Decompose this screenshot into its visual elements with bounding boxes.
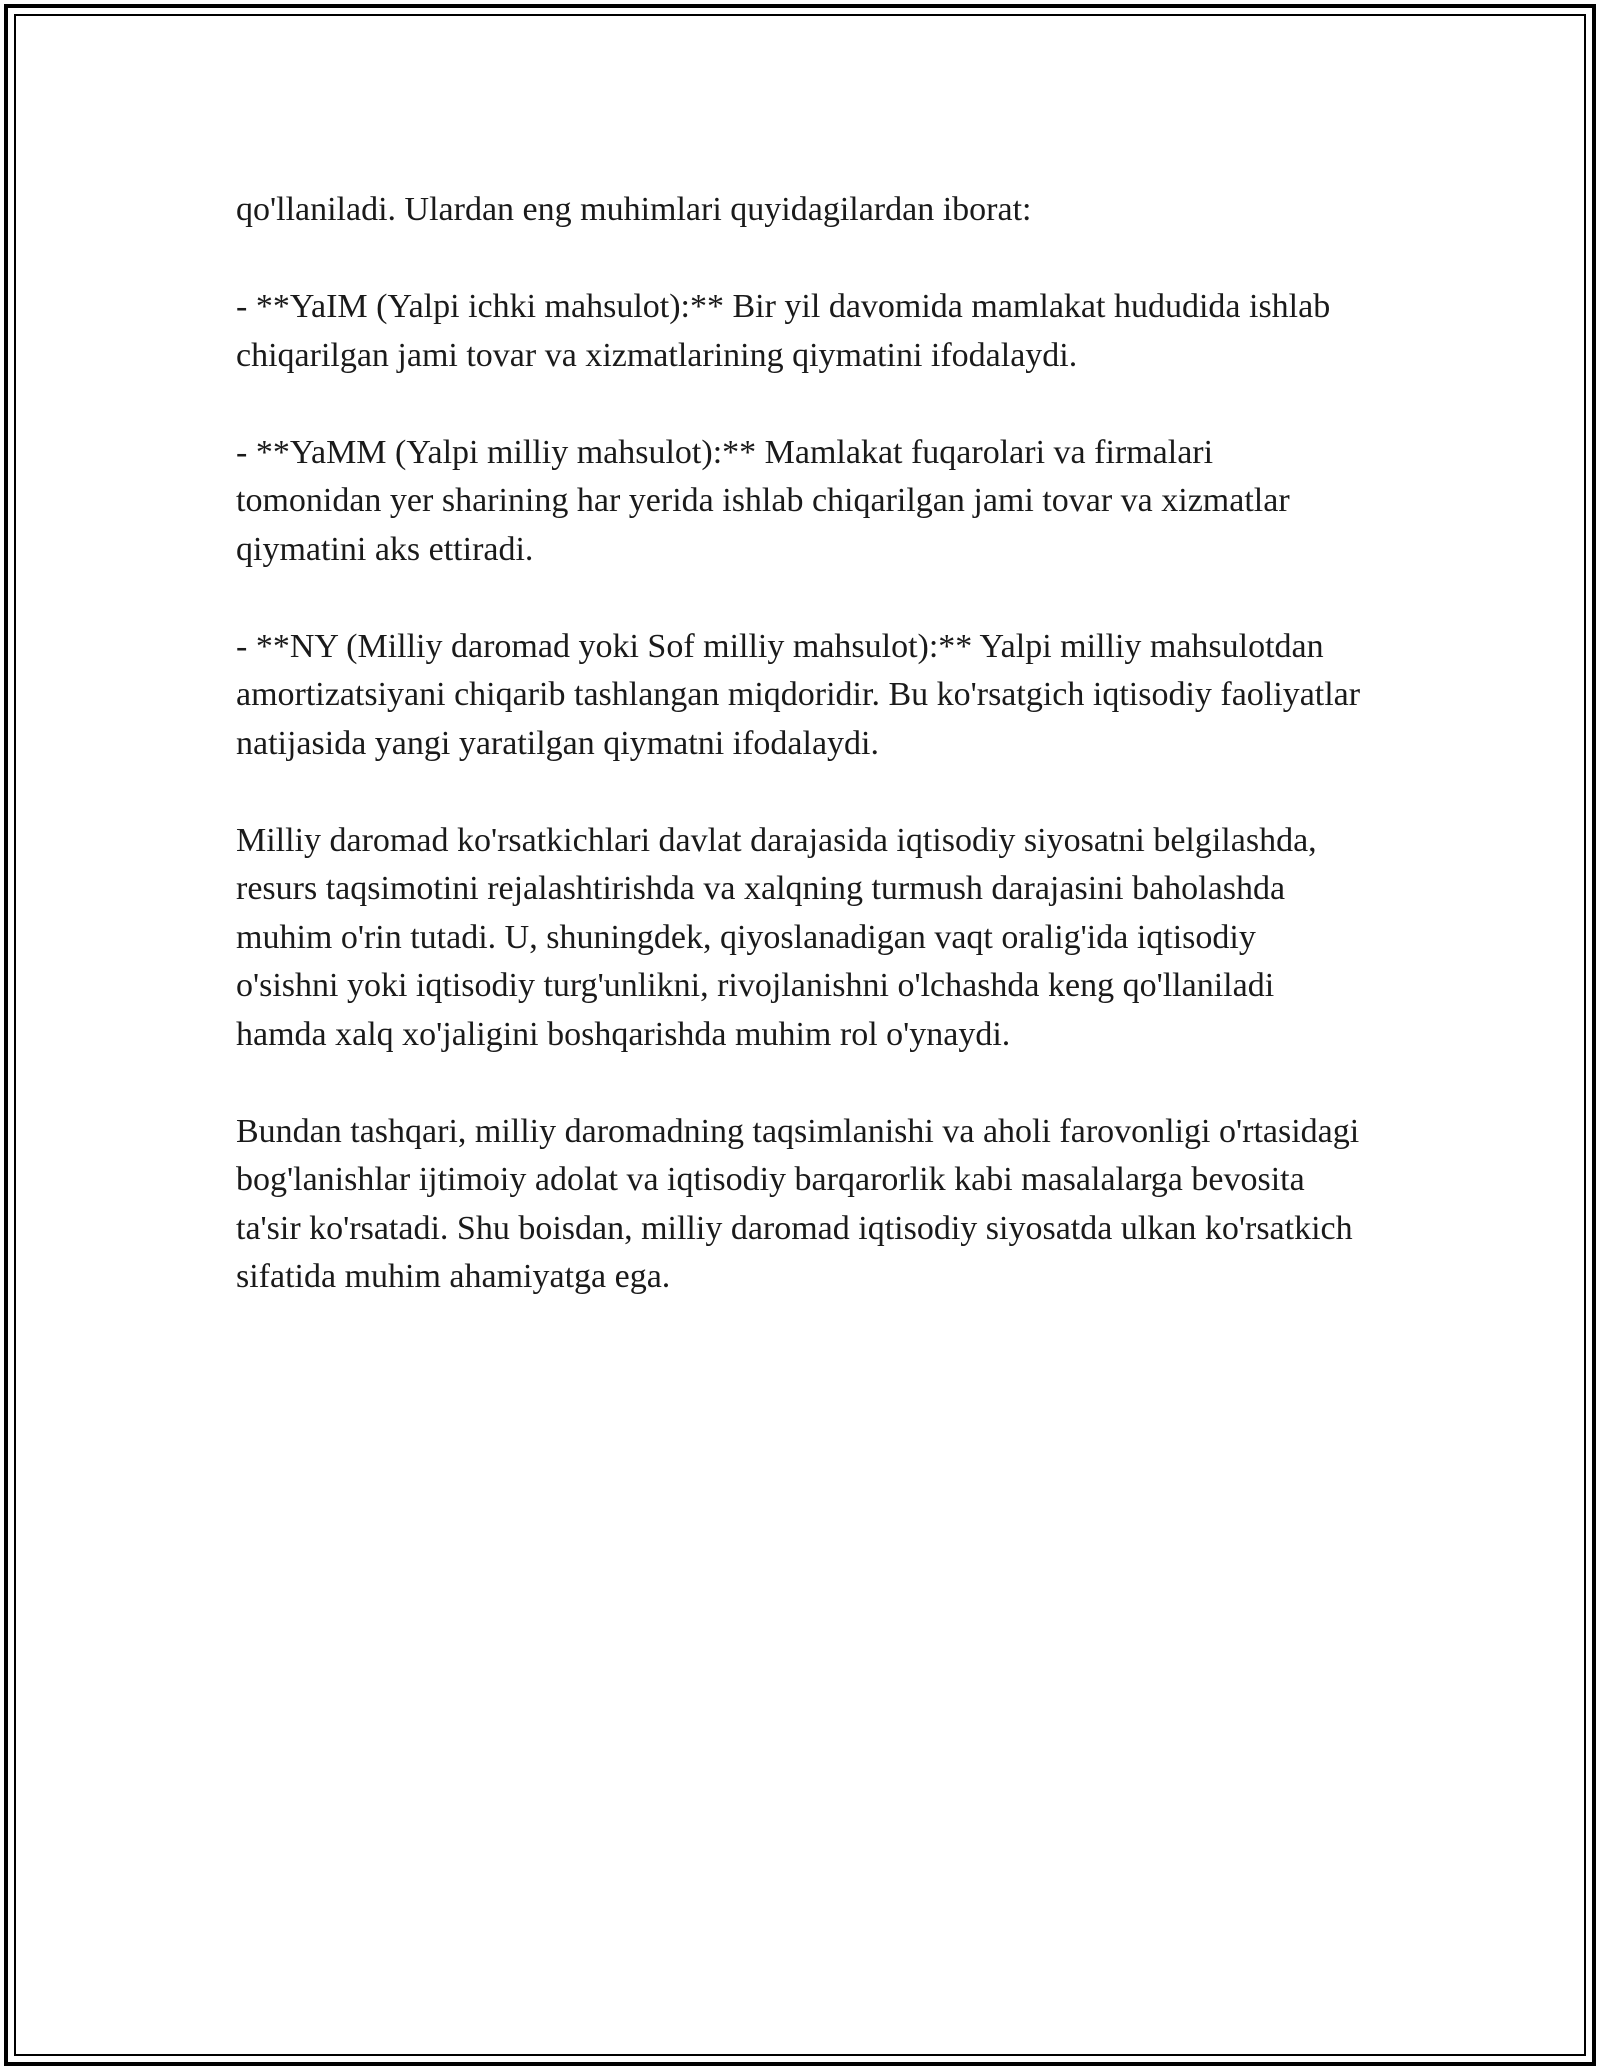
paragraph-intro: qo'llaniladi. Ulardan eng muhimlari quyidagilardan iborat: bbox=[236, 191, 1032, 228]
paragraph-indicators: Milliy daromad ko'rsatkichlari davlat darajasida iqtisodiy siyosatni belgilashda, resurs taqsimotini rejalashtirishda va xalqning turmush darajasini baholashda muhim o'rin tutadi. U, shuningdek, qiyoslanadigan vaqt oralig'ida iqtisodiy o'sishni yoki iqtisodiy turg'unlikni, rivojlanishni o'lchashda keng qo'llaniladi hamda xalq xo'jaligini boshqarishda muhim rol o'ynaydi. bbox=[236, 821, 1317, 1053]
paragraph-yaim: - **YaIM (Yalpi ichki mahsulot):** Bir yil davomida mamlakat hududida ishlab chiqarilgan jami tovar va xizmatlarining qiymatini ifodalaydi. bbox=[236, 288, 1331, 374]
paragraph-yamm: - **YaMM (Yalpi milliy mahsulot):** Mamlakat fuqarolari va firmalari tomonidan yer sharining har yerida ishlab chiqarilgan jami tovar va xizmatlar qiymatini aks ettiradi. bbox=[236, 433, 1290, 568]
paragraph-ny: - **NY (Milliy daromad yoki Sof milliy mahsulot):** Yalpi milliy mahsulotdan amortizatsiyani chiqarib tashlangan miqdoridir. Bu ko'rsatgich iqtisodiy faoliyatlar natijasida yangi yaratilgan qiymatni ifodalaydi. bbox=[236, 627, 1361, 762]
document-body bbox=[236, 186, 1366, 1350]
paragraph-conclusion: Bundan tashqari, milliy daromadning taqsimlanishi va aholi farovonligi o'rtasidagi bog'lanishlar ijtimoiy adolat va iqtisodiy barqarorlik kabi masalalarga bevosita ta'sir ko'rsatadi. Shu boisdan, milliy daromad iqtisodiy siyosatda ulkan ko'rsatkich sifatida muhim ahamiyatga ega. bbox=[236, 1112, 1360, 1295]
